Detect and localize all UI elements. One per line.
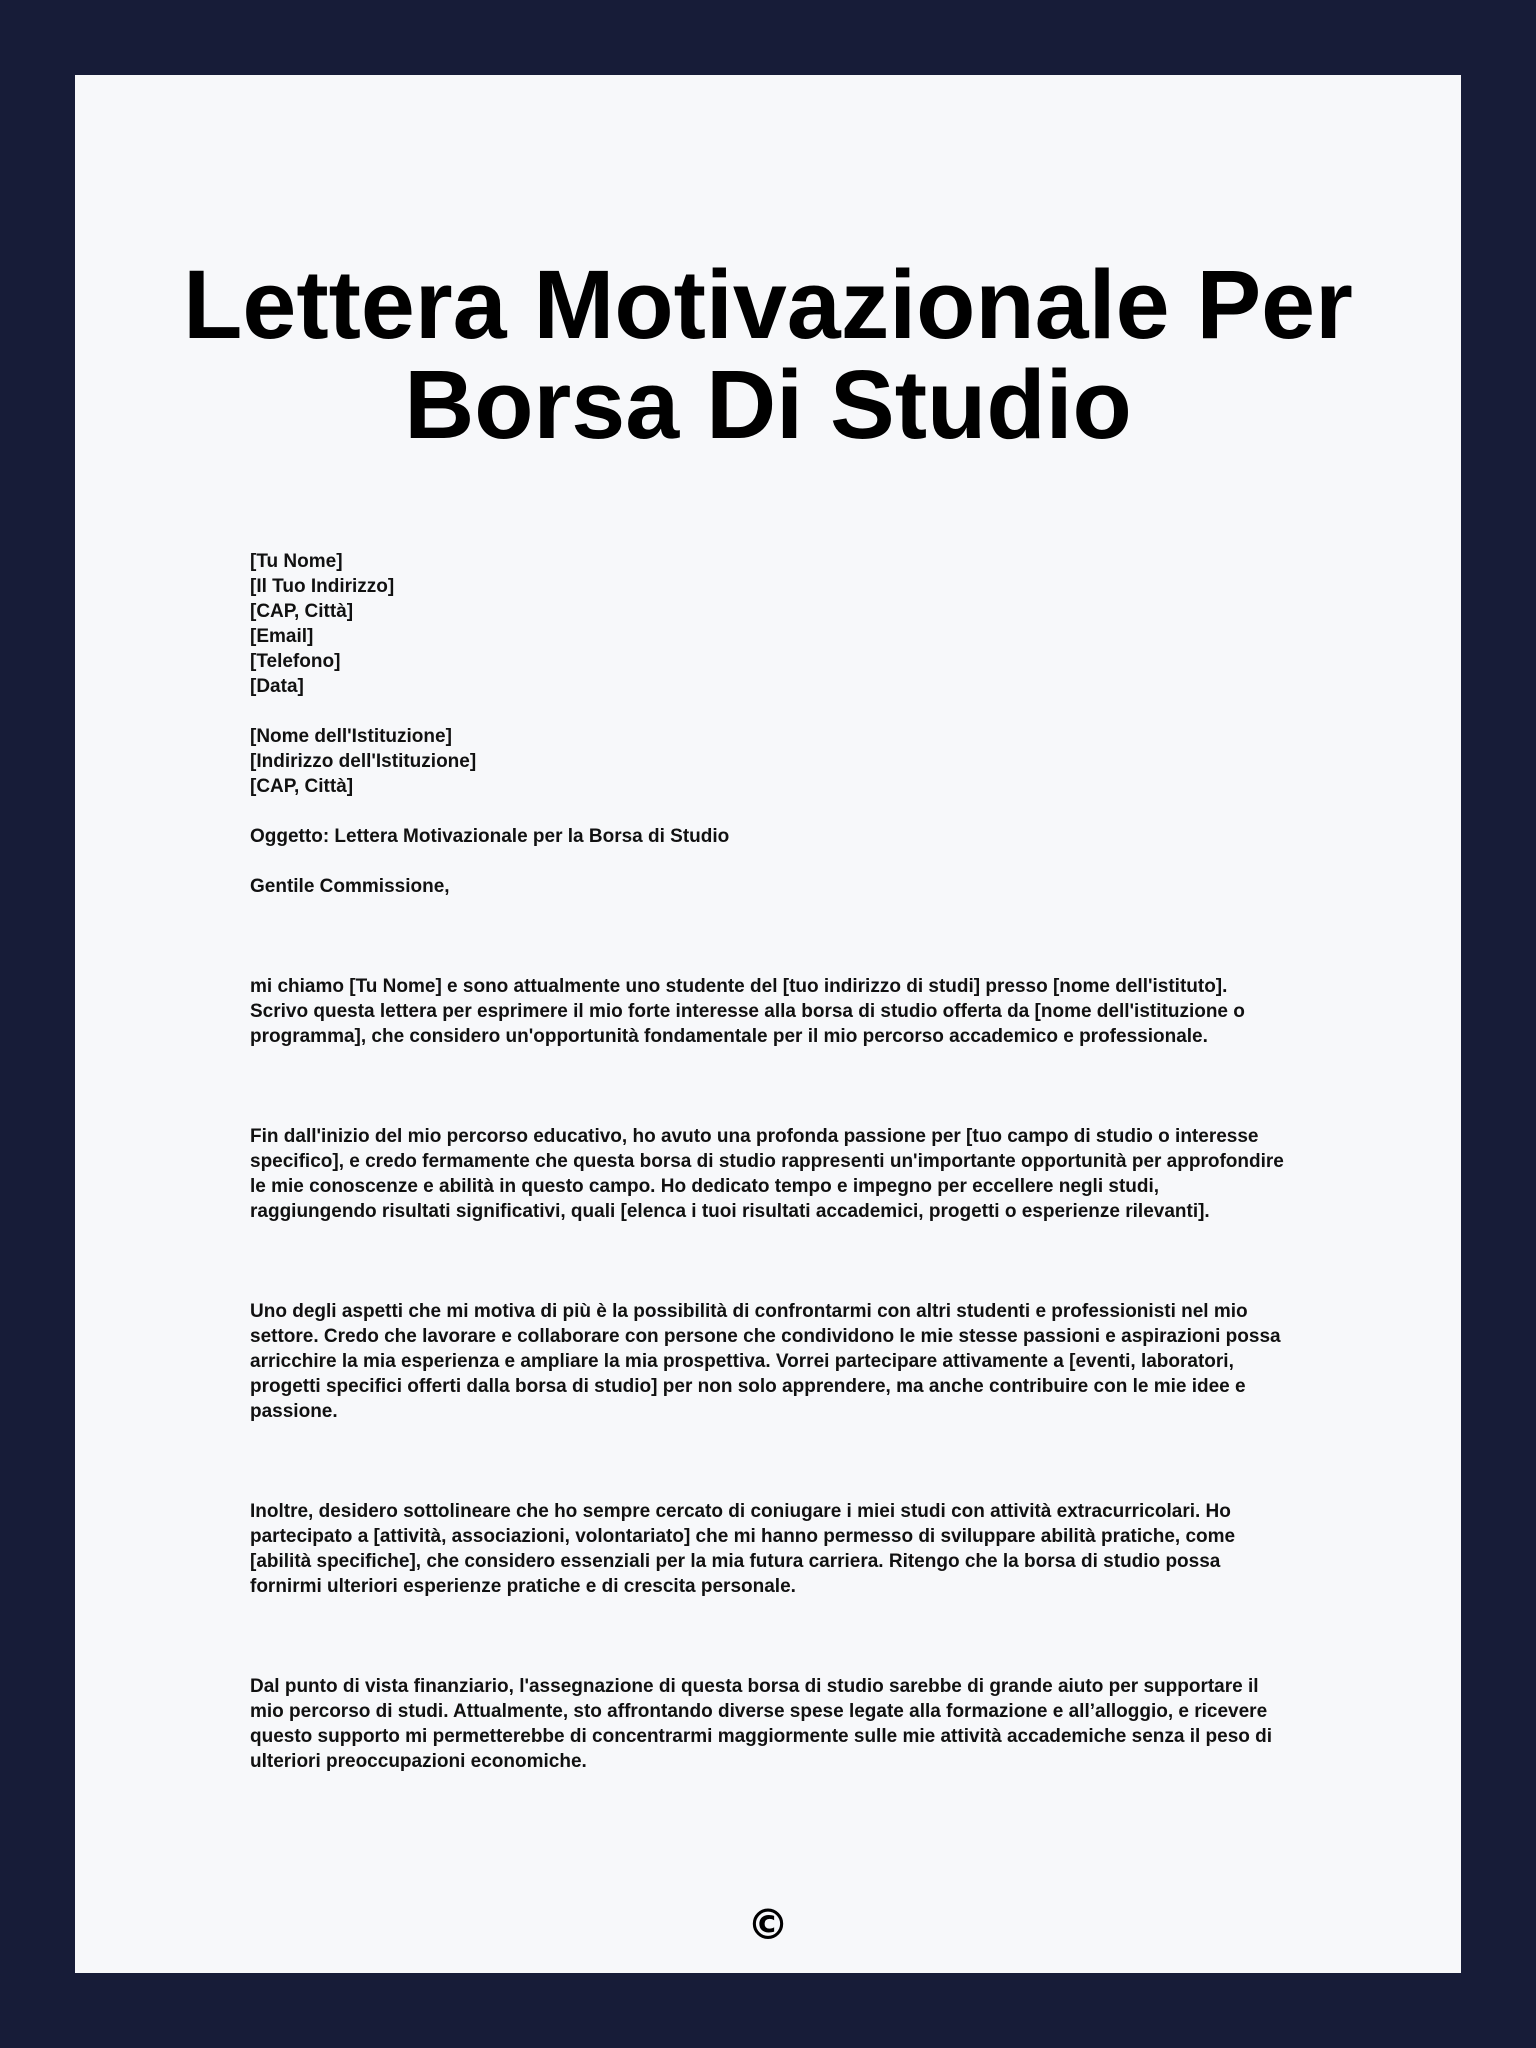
document-title: Lettera Motivazionale Per Borsa Di Studio (183, 250, 1353, 459)
document-page (75, 75, 1461, 1973)
sender-name: [Tu Nome] (250, 551, 343, 572)
sender-phone: [Telefono] (250, 651, 341, 672)
copyright-icon: © (747, 1900, 789, 1949)
body-paragraph: mi chiamo [Tu Nome] e sono attualmente uno studente del [tuo indirizzo di studi] presso [nome dell'istituto]. Scrivo questa lettera per esprimere il mio forte interesse alla borsa di studio offerta da [nome dell'istituzione o programma], che considero un'opportunità fondamentale per il mio percorso accademico e professionale. (250, 976, 1245, 1047)
recipient-block (250, 724, 1290, 799)
sender-address: [Il Tuo Indirizzo] (250, 576, 395, 597)
letter-subject: Oggetto: Lettera Motivazionale per la Borsa di Studio (250, 826, 730, 847)
letter-date: [Data] (250, 676, 304, 697)
body-paragraph: Fin dall'inizio del mio percorso educativo, ho avuto una profonda passione per [tuo campo di studio o interesse specifico], e credo fermamente che questa borsa di studio rappresenti un'importante opportunità per approfondire le mie conoscenze e abilità in questo campo. Ho dedicato tempo e impegno per eccellere negli studi, raggiungendo risultati significativi, quali [elenca i tuoi risultati accademici, progetti o esperienze rilevanti]. (250, 1126, 1284, 1222)
recipient-address: [Indirizzo dell'Istituzione] (250, 751, 477, 772)
sender-email: [Email] (250, 626, 314, 647)
letter-greeting: Gentile Commissione, (250, 876, 450, 897)
recipient-city: [CAP, Città] (250, 776, 354, 797)
recipient-institution: [Nome dell'Istituzione] (250, 726, 452, 747)
letter-body (250, 549, 1290, 1774)
body-paragraph: Inoltre, desidero sottolineare che ho sempre cercato di coniugare i miei studi con attività extracurricolari. Ho partecipato a [attività, associazioni, volontariato] che mi hanno permesso di sviluppare abilità pratiche, come [abilità specifiche], che considero essenziali per la mia futura carriera. Ritengo che la borsa di studio possa fornirmi ulteriori esperienze pratiche e di crescita personale. (250, 1501, 1236, 1597)
body-paragraph: Dal punto di vista finanziario, l'assegnazione di questa borsa di studio sarebbe di grande aiuto per supportare il mio percorso di studi. Attualmente, sto affrontando diverse spese legate alla formazione e all’alloggio, e ricevere questo supporto mi permetterebbe di concentrarmi maggiormente sulle mie attività accademiche senza il peso di ulteriori preoccupazioni economiche. (250, 1676, 1273, 1772)
body-paragraph: Uno degli aspetti che mi motiva di più è la possibilità di confrontarmi con altri studenti e professionisti nel mio settore. Credo che lavorare e collaborare con persone che condividono le mie stesse passioni e aspirazioni possa arricchire la mia esperienza e ampliare la mia prospettiva. Vorrei partecipare attivamente a [eventi, laboratori, progetti specifici offerti dalla borsa di studio] per non solo apprendere, ma anche contribuire con le mie idee e passione. (250, 1301, 1281, 1422)
sender-city: [CAP, Città] (250, 601, 354, 622)
sender-block (250, 549, 1290, 699)
